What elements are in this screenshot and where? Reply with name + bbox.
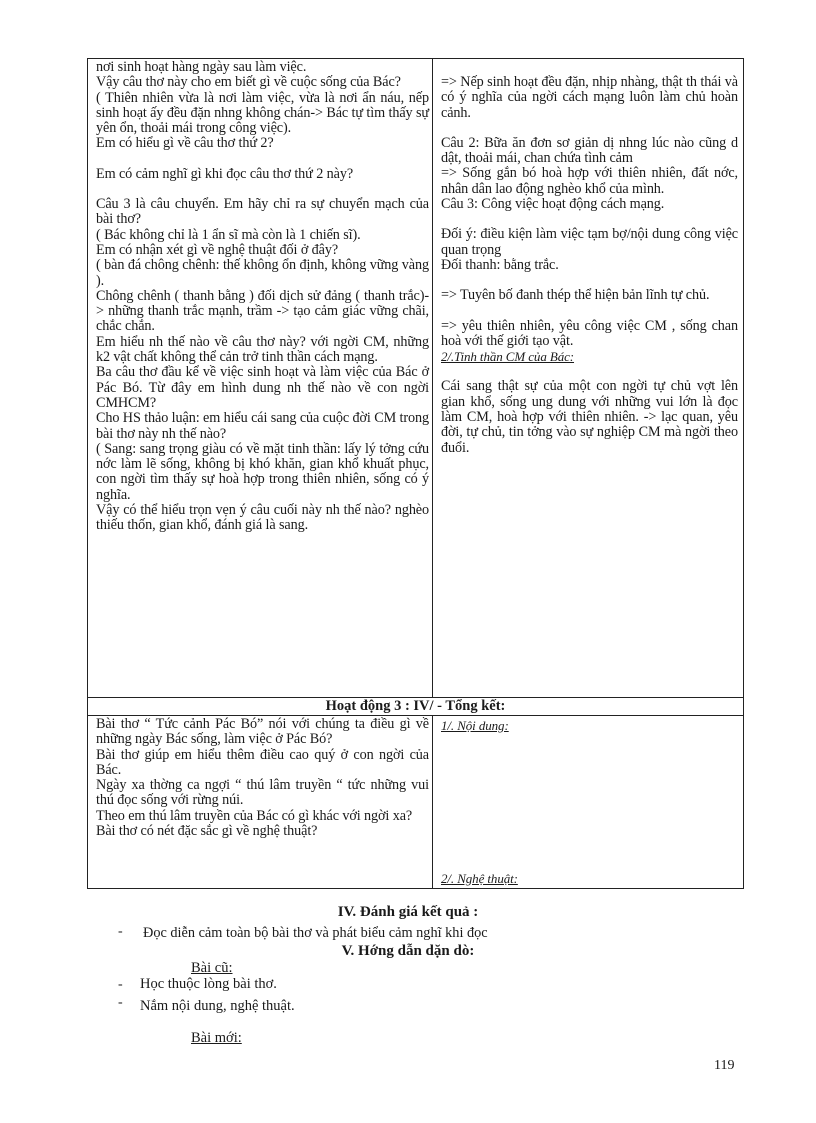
- paragraph: Bài thơ giúp em hiểu thêm điều cao quý ở con ngời của Bác.: [96, 746, 429, 778]
- paragraph: => yêu thiên nhiên, yêu công việc CM , sống chan hoà với thế giới tạo vật.: [441, 317, 738, 349]
- blank-line: [441, 364, 738, 379]
- page-number: 119: [714, 1058, 735, 1073]
- paragraph: ( Bác không chỉ là 1 ẩn sĩ mà còn là 1 chiến sĩ).: [96, 226, 361, 243]
- summary-questions-column: [88, 716, 433, 888]
- old-lesson-label: Bài cũ:: [191, 960, 233, 976]
- section-4-item: Đọc diễn cảm toàn bộ bài thơ và phát biểu cảm nghĩ khi đọc: [143, 925, 488, 941]
- paragraph: Em có hiểu gì về câu thơ thứ 2?: [96, 135, 274, 152]
- section-5-title: V. Hớng dẫn dặn dò:: [341, 943, 475, 959]
- summary-answers-column: [433, 716, 743, 888]
- paragraph: nơi sinh hoạt hàng ngày sau làm việc.: [96, 59, 307, 75]
- answers-column: [433, 59, 743, 697]
- table-row-summary: [88, 716, 743, 888]
- paragraph: Câu 3 là câu chuyển. Em hãy chỉ ra sự chuyển mạch của bài thơ?: [96, 196, 429, 228]
- teacher-questions-column: [88, 59, 433, 697]
- paragraph: Em có nhận xét gì về nghệ thuật đối ở đây?: [96, 241, 339, 258]
- paragraph: Câu 2: Bữa ăn đơn sơ giản dị nhng lúc nào cũng d dật, thoải mái, chan chứa tình cảm: [441, 134, 738, 167]
- list-dash: -: [118, 977, 123, 992]
- blank-line: [441, 304, 738, 319]
- activity-heading: Hoạt động 3 : IV/ - Tổng kết:: [325, 698, 506, 714]
- spirit-subheading: 2/.Tinh thần CM của Bác:: [441, 349, 575, 365]
- paragraph: ( Sang: sang trọng giàu có về mặt tinh thần: lấy lý tởng cứu nớc làm lẽ sống, không bị khó khăn, gian khổ khuất phục, con ngời tìm thấy sự hoà hợp trong thiên nhiên, sống có ý nghĩa.: [96, 440, 429, 503]
- paragraph: Câu 3: Công việc hoạt động cách mạng.: [441, 196, 665, 213]
- paragraph: Theo em thú lâm truyền của Bác có gì khác với ngời xa?: [96, 807, 413, 824]
- art-subheading: 2/. Nghệ thuật:: [441, 871, 518, 886]
- paragraph: ( bàn đá chông chênh: thế không ổn định, không vững vàng ).: [96, 257, 429, 289]
- old-lesson-item: Học thuộc lòng bài thơ.: [140, 976, 277, 992]
- blank-line: [441, 121, 738, 136]
- paragraph: Em có cảm nghĩ gì khi đọc câu thơ thứ 2 này?: [96, 165, 354, 182]
- lesson-table: [87, 58, 744, 889]
- paragraph: => Sống gắn bó hoà hợp với thiên nhiên, đất nớc, nhân dân lao động nghèo khổ của mình.: [441, 165, 738, 197]
- paragraph: Cái sang thật sự của một con ngời tự chủ vợt lên gian khổ, sống ung dung với những vui lớn là đọc làm CM, hoà hợp với thiên nhiên. -> lạc quan, yêu đời, tự chủ, tin tởng vào sự nghiệp CM mà ngời theo đuổi.: [441, 378, 738, 456]
- table-row-heading: [88, 698, 743, 716]
- paragraph: => Nếp sinh hoạt đều đặn, nhịp nhàng, thật th thái và có ý nghĩa của ngời cách mạng luôn làm chủ hoàn cảnh.: [441, 74, 738, 121]
- paragraph: ( Thiên nhiên vừa là nơi làm việc, vừa là nơi ẩn náu, nếp sinh hoạt ấy đều đặn nhng không chán-> Bác tự tìm thấy sự yên ổn, thoải mái trong công việc).: [96, 89, 429, 137]
- paragraph: Đối ý: điều kiện làm việc tạm bợ/nội dung công việc quan trọng: [441, 226, 738, 258]
- blank-line: [96, 182, 429, 197]
- paragraph: Ngày xa thờng ca ngợi “ thú lâm truyền “ tức những vui thú đọc sống với rừng núi.: [96, 777, 429, 809]
- paragraph: Bài thơ “ Tức cảnh Pác Bó” nói với chúng ta điều gì về những ngày Bác sống, làm việc ở Pác Bó?: [96, 716, 429, 748]
- old-lesson-item: Nắm nội dung, nghệ thuật.: [140, 998, 295, 1014]
- paragraph: Đối thanh: bằng trắc.: [441, 256, 559, 273]
- paragraph: Cho HS thảo luận: em hiểu cái sang của cuộc đời CM trong bài thơ này nh thế nào?: [96, 410, 429, 442]
- blank-line: [441, 273, 738, 288]
- blank-line: [441, 60, 738, 75]
- paragraph: => Tuyên bố đanh thép thể hiện bản lĩnh tự chủ.: [441, 287, 710, 304]
- new-lesson-label: Bài mới:: [191, 1030, 242, 1046]
- table-row-analysis: [88, 59, 743, 698]
- paragraph: Vậy có thể hiểu trọn vẹn ý câu cuối này nh thế nào? nghèo thiếu thốn, gian khổ, đánh giá là sang.: [96, 502, 429, 534]
- content-subheading: 1/. Nội dung:: [441, 718, 509, 733]
- paragraph: Bài thơ có nét đặc sắc gì về nghệ thuật?: [96, 823, 318, 840]
- paragraph: Vậy câu thơ này cho em biết gì về cuộc sống của Bác?: [96, 74, 401, 91]
- list-dash: -: [118, 995, 123, 1010]
- blank-line: [441, 212, 738, 227]
- list-dash: -: [118, 924, 123, 939]
- blank-line: [96, 152, 429, 167]
- paragraph: Ba câu thơ đầu kể về việc sinh hoạt và làm việc của Bác ở Pác Bó. Từ đây em hình dung nh thế nào về con ngời CMHCM?: [96, 364, 429, 411]
- paragraph: Chông chênh ( thanh bằng ) đối dịch sử đảng ( thanh trắc)-> những thanh trắc mạnh, trầm -> tạo cảm giác vững chãi, chắc chắn.: [96, 287, 429, 335]
- paragraph: Em hiểu nh thế nào về câu thơ này? với ngời CM, những k2 vật chất không thể cản trở tinh thần cách mạng.: [96, 333, 429, 366]
- section-4-title: IV. Đánh giá kết quả :: [337, 904, 479, 920]
